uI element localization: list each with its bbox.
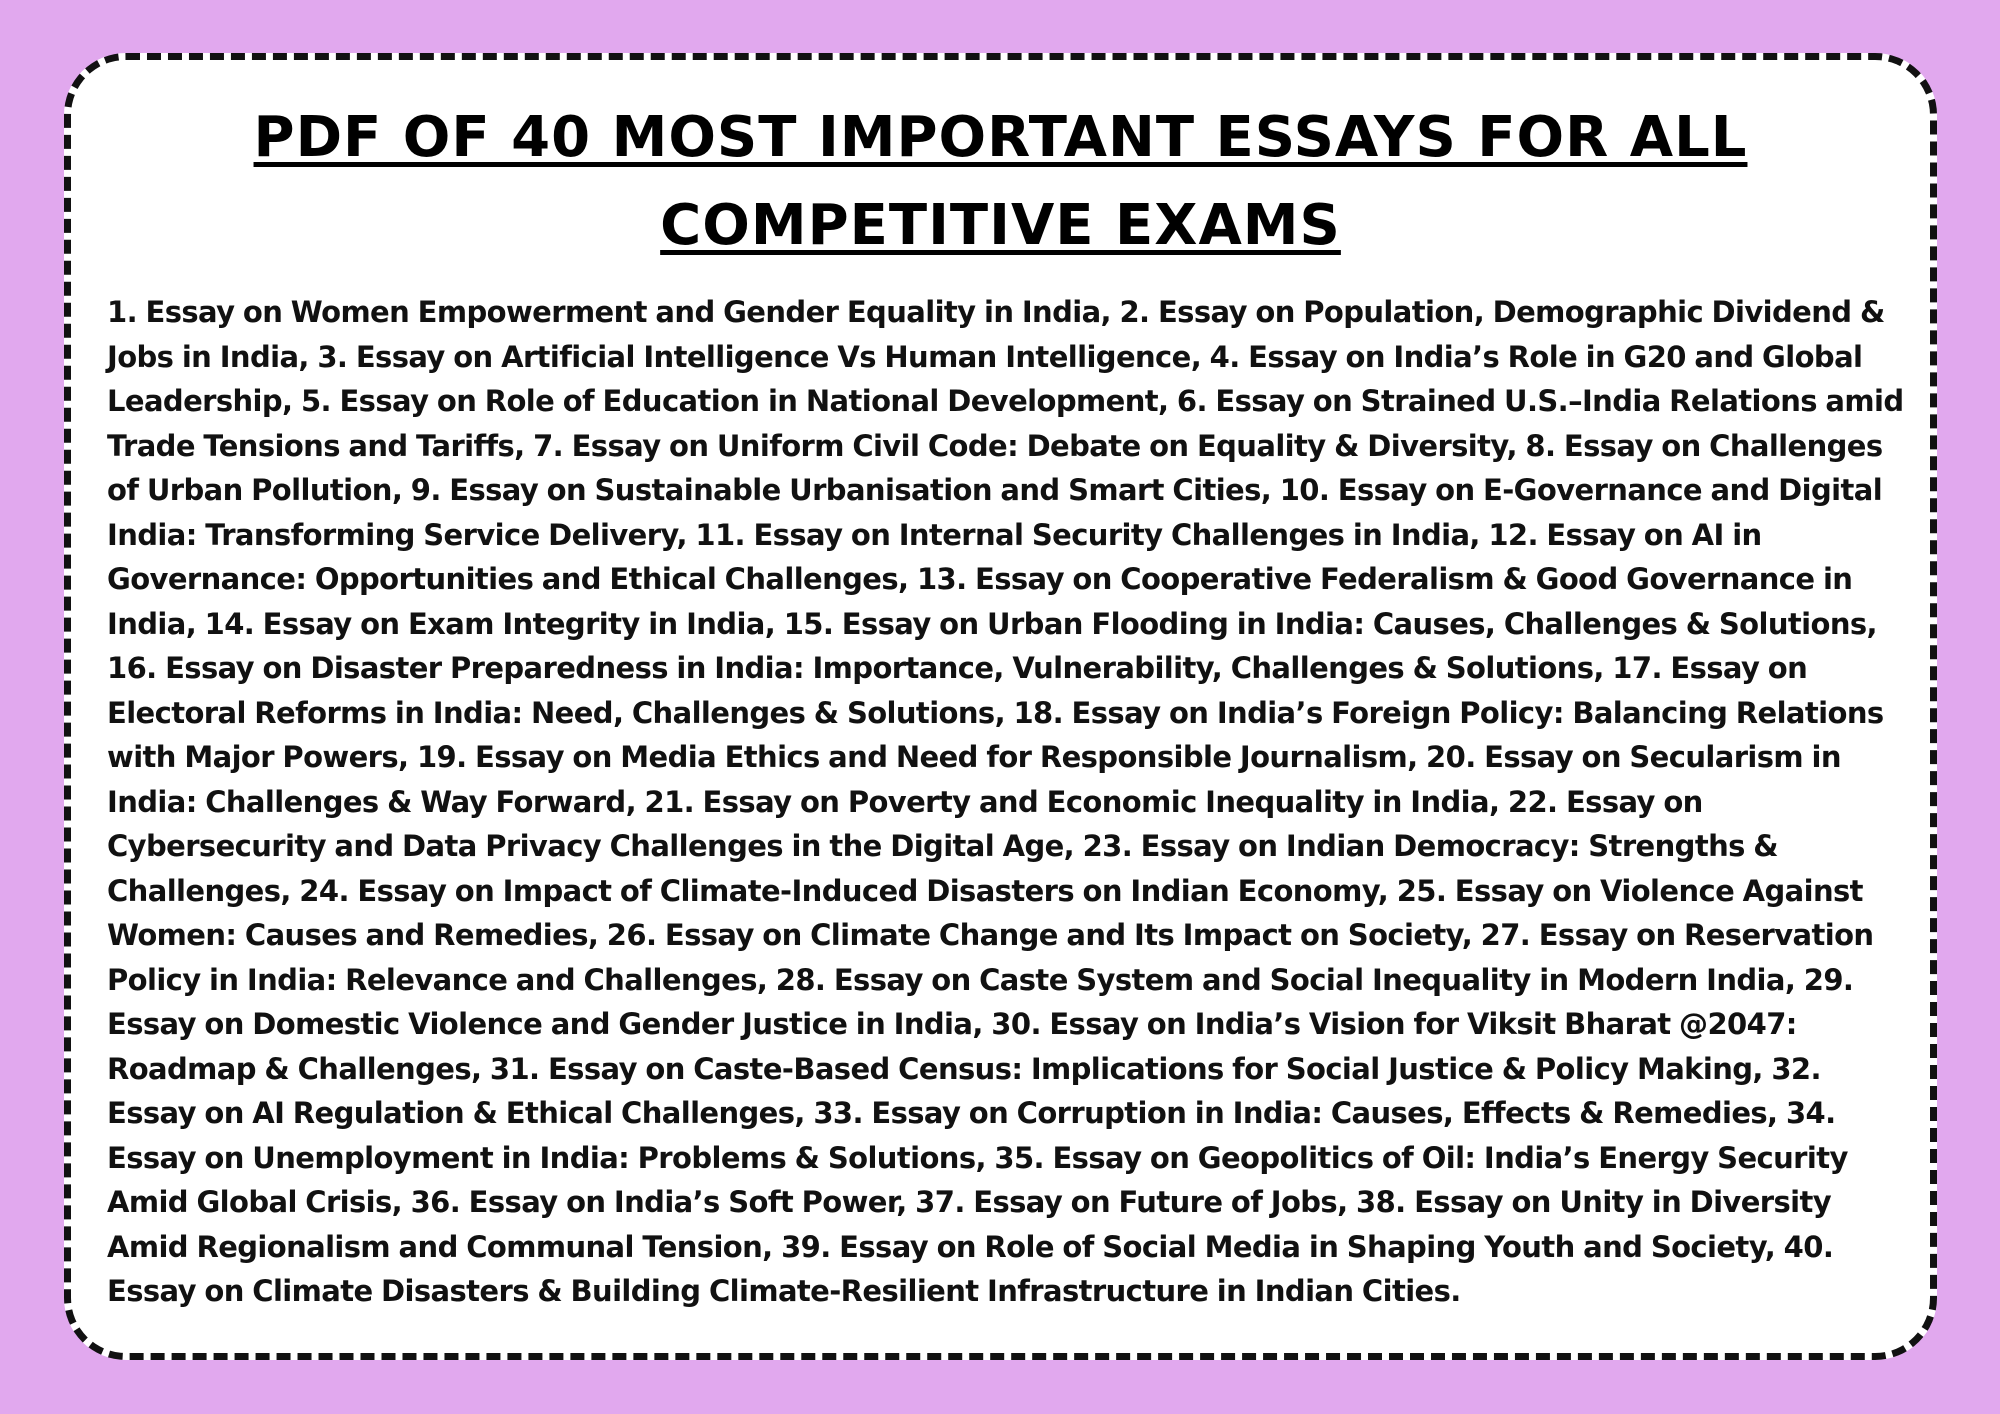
page-title — [71, 94, 1930, 270]
title-line-2: COMPETITIVE EXAMS — [660, 193, 1341, 258]
essay-list-paragraph: 1. Essay on Women Empowerment and Gender Equality in India, 2. Essay on Population, Demographic Dividend & Jobs in India, 3. Essay on Artificial Intelligence Vs Human Intelligence, 4. Essay on India’s Role in G20 and Global Leadership, 5. Essay on Role of Education in National Development, 6. Essay on Strained U.S.–India Relations amid Trade Tensions and Tariffs, 7. Essay on Uniform Civil Code: Debate on Equality & Diversity, 8. Essay on Challenges of Urban Pollution, 9. Essay on Sustainable Urbanisation and Smart Cities, 10. Essay on E-Governance and Digital India: Transforming Service Delivery, 11. Essay on Internal Security Challenges in India, 12. Essay on AI in Governance: Opportunities and Ethical Challenges, 13. Essay on Cooperative Federalism & Good Governance in India, 14. Essay on Exam Integrity in India, 15. Essay on Urban Flooding in India: Causes, Challenges & Solutions, 16. Essay on Disaster Preparedness in India: Importance, Vulnerability, Challenges & Solutions, 17. Essay on Electoral Reforms in India: Need, Challenges & Solutions, 18. Essay on India’s Foreign Policy: Balancing Relations with Major Powers, 19. Essay on Media Ethics and Need for Responsible Journalism, 20. Essay on Secularism in India: Challenges & Way Forward, 21. Essay on Poverty and Economic Inequality in India, 22. Essay on Cybersecurity and Data Privacy Challenges in the Digital Age, 23. Essay on Indian Democracy: Strengths & Challenges, 24. Essay on Impact of Climate-Induced Disasters on Indian Economy, 25. Essay on Violence Against Women: Causes and Remedies, 26. Essay on Climate Change and Its Impact on Society, 27. Essay on Reservation Policy in India: Relevance and Challenges, 28. Essay on Caste System and Social Inequality in Modern India, 29. Essay on Domestic Violence and Gender Justice in India, 30. Essay on India’s Vision for Viksit Bharat @2047: Roadmap & Challenges, 31. Essay on Caste-Based Census: Implications for Social Justice & Policy Making, 32. Essay on AI Regulation & Ethical Challenges, 33. Essay on Corruption in India: Causes, Effects & Remedies, 34. Essay on Unemployment in India: Problems & Solutions, 35. Essay on Geopolitics of Oil: India’s Energy Security Amid Global Crisis, 36. Essay on India’s Soft Power, 37. Essay on Future of Jobs, 38. Essay on Unity in Diversity Amid Regionalism and Communal Tension, 39. Essay on Role of Social Media in Shaping Youth and Society, 40. Essay on Climate Disasters & Building Climate-Resilient Infrastructure in Indian Cities. — [107, 295, 1904, 1308]
content-card — [64, 53, 1937, 1360]
title-line-1: PDF OF 40 MOST IMPORTANT ESSAYS FOR ALL — [253, 105, 1748, 170]
